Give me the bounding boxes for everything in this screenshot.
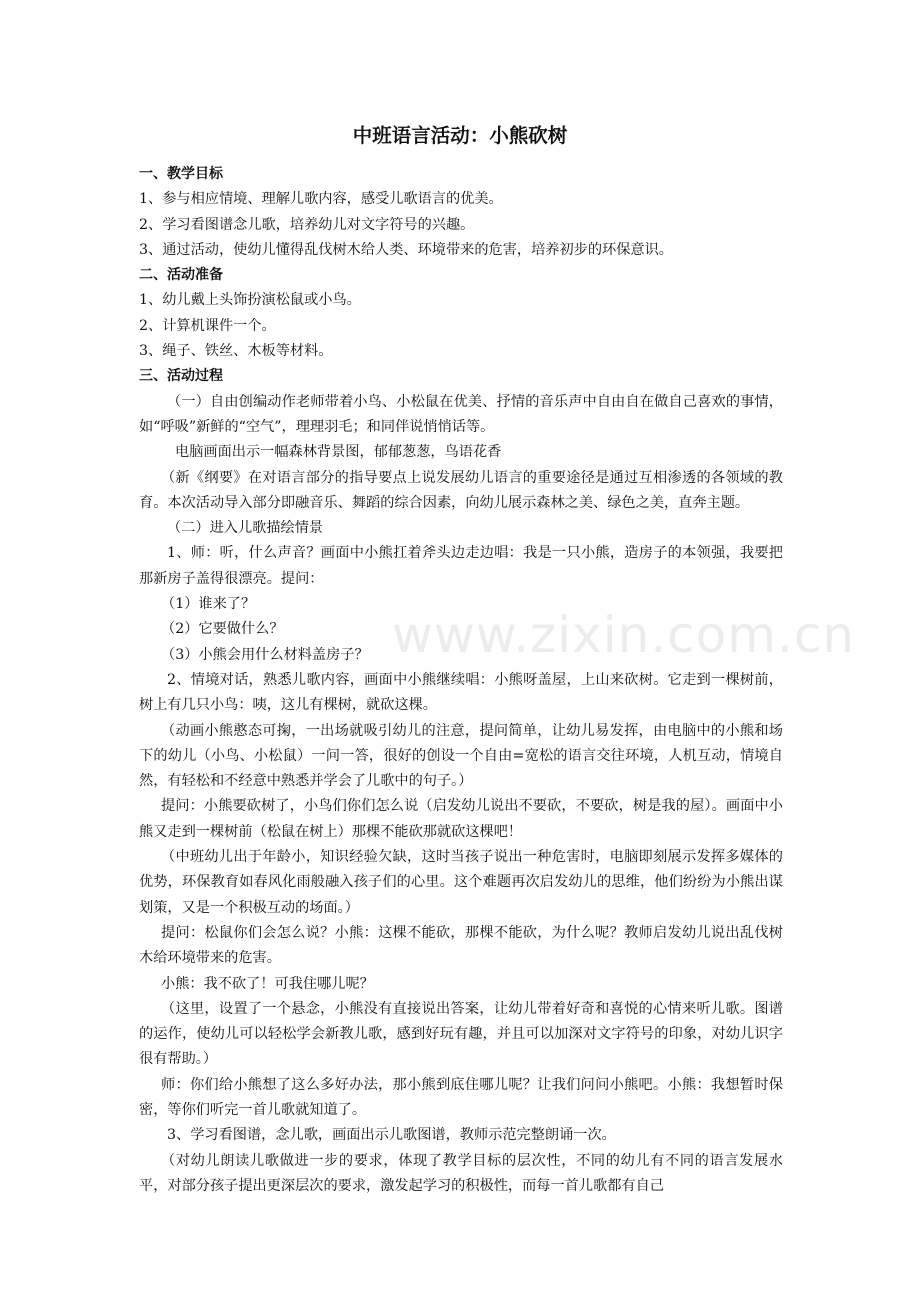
section-heading: 二、活动准备 — [139, 267, 223, 284]
paragraph: 3、绳子、铁丝、木板等材料。 — [139, 343, 333, 360]
paragraph: 1、参与相应情境、理解儿歌内容，感受儿歌语言的优美。 — [139, 191, 503, 208]
paragraph: 2、情境对话，熟悉儿歌内容，画面中小熊继续唱：小熊呀盖屋，上山来砍树。它走到一棵树前，树上有几只小鸟：咦，这儿有棵树，就砍这棵。 — [139, 671, 783, 714]
section-heading: 一、教学目标 — [139, 166, 223, 182]
paragraph: 3、通过活动，使幼儿懂得乱伐树木给人类、环境带来的危害，培养初步的环保意识。 — [139, 241, 673, 258]
paragraph: 师：你们给小熊想了这么多好办法，那小熊到底住哪儿呢？让我们问问小熊吧。小熊：我想暂时保密，等你们听完一首儿歌就知道了。 — [139, 1076, 783, 1118]
paragraph: 小熊：我不砍了！可我住哪儿呢？ — [161, 975, 374, 992]
paragraph: 2、学习看图谱念儿歌，培养幼儿对文字符号的兴趣。 — [139, 216, 475, 233]
document-body — [139, 162, 783, 1199]
title-block — [138, 122, 782, 150]
paragraph: （这里，设置了一个悬念，小熊没有直接说出答案，让幼儿带着好奇和喜悦的心情来听儿歌。图谱的运作，使幼儿可以轻松学会新教儿歌，感到好玩有趣，并且可以加深对文字符号的印象，对幼儿识字很有帮助。） — [139, 1000, 783, 1068]
paragraph: 电脑画面出示一幅森林背景图，郁郁葱葱，鸟语花香 — [175, 444, 502, 461]
paragraph: （一）自由创编动作老师带着小鸟、小松鼠在优美、抒情的音乐声中自由自在做自己喜欢的事情，如“呼吸”新鲜的“空气”，理理羽毛；和同伴说悄悄话等。 — [139, 393, 783, 435]
paragraph: 3、学习看图谱，念儿歌，画面出示儿歌图谱，教师示范完整朗诵一次。 — [167, 1127, 616, 1144]
paragraph: （二）进入儿歌描绘情景 — [167, 520, 324, 537]
document-title: 中班语言活动：小熊砍树 — [352, 124, 568, 147]
paragraph: （新《纲要》在对语言部分的指导要点上说发展幼儿语言的重要途径是通过互相渗透的各领域的教育。本次活动导入部分即融音乐、舞蹈的综合因素，向幼儿展示森林之美、绿色之美，直奔主题。 — [139, 469, 783, 511]
watermark: www.zixin.com.cn — [392, 606, 856, 664]
paragraph: （动画小熊憨态可掬，一出场就吸引幼儿的注意，提问简单，让幼儿易发挥，由电脑中的小熊和场下的幼儿（小鸟、小松鼠）一问一答，很好的创设一个自由=宽松的语言交往环境，人机互动，情境自然，有轻松和不经意中熟悉并学会了儿歌中的句子。） — [139, 722, 783, 790]
paragraph: 2、计算机课件一个。 — [139, 317, 276, 334]
paragraph: （1）谁来了？ — [161, 596, 256, 613]
paragraph: （对幼儿朗读儿歌做进一步的要求，体现了教学目标的层次性，不同的幼儿有不同的语言发展水平，对部分孩子提出更深层次的要求，激发起学习的积极性，而每一首儿歌都有自己 — [139, 1152, 783, 1194]
paragraph: 提问：松鼠你们会怎么说？小熊：这棵不能砍，那棵不能砍，为什么呢？教师启发幼儿说出乱伐树木给环境带来的危害。 — [139, 924, 783, 967]
section-heading: 三、活动过程 — [139, 368, 223, 385]
paragraph: （中班幼儿出于年龄小，知识经验欠缺，这时当孩子说出一种危害时，电脑即刻展示发挥多媒体的优势，环保教育如春风化雨般融入孩子们的心里。这个难题再次启发幼儿的思维，他们纷纷为小熊出谋划策，又是一个积极互动的场面。） — [139, 849, 783, 916]
paragraph: 1、幼儿戴上头饰扮演松鼠或小鸟。 — [139, 292, 361, 309]
paragraph: （3）小熊会用什么材料盖房子？ — [161, 646, 369, 663]
paragraph: （2）它要做什么？ — [161, 621, 284, 638]
paragraph: 提问：小熊要砍树了，小鸟们你们怎么说（启发幼儿说出不要砍，不要砍，树是我的屋）。画面中小熊又走到一棵树前（松鼠在树上）那棵不能砍那就砍这棵吧！ — [139, 798, 783, 840]
paragraph: 1、师：听，什么声音？画面中小熊扛着斧头边走边唱：我是一只小熊，造房子的本领强，我要把那新房子盖得很漂亮。提问： — [139, 545, 783, 587]
